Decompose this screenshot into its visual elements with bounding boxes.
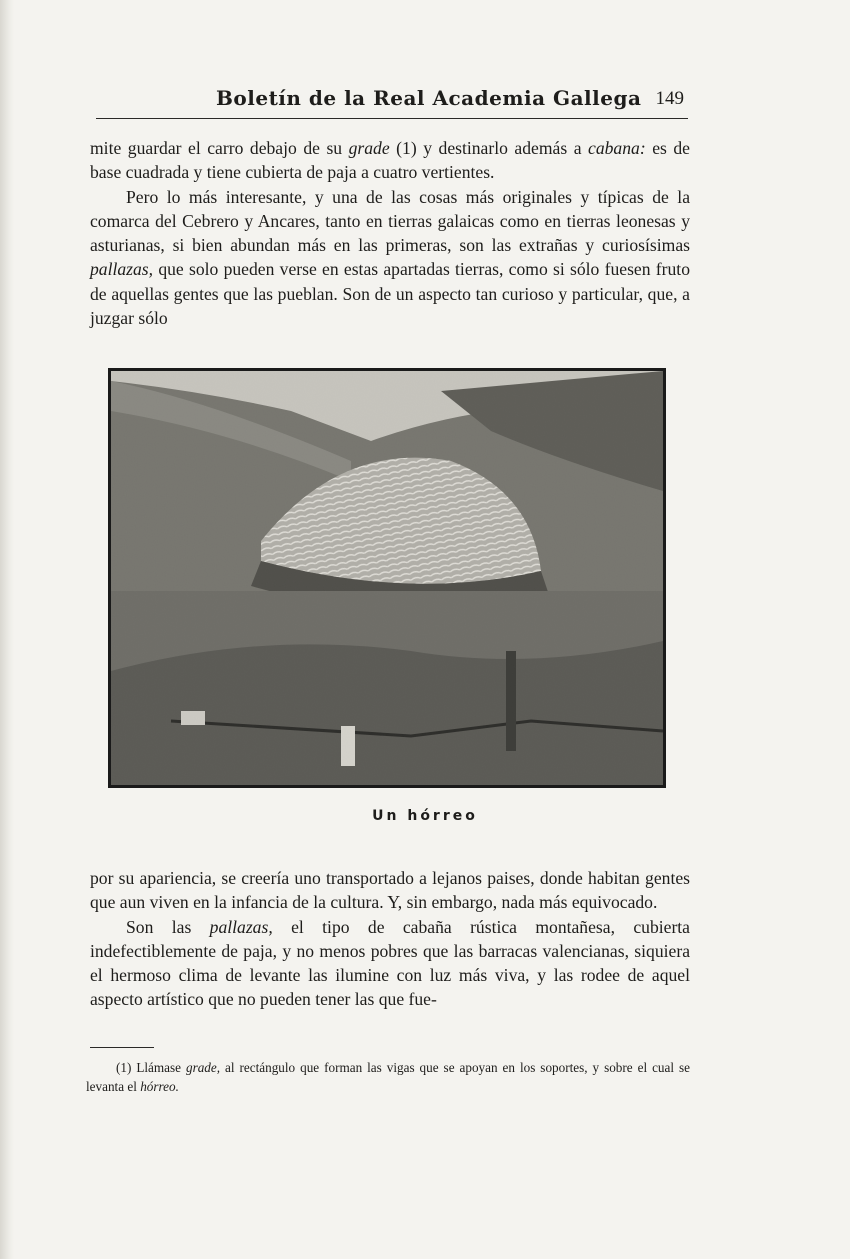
text-run: es de base cuadrada y tiene cubierta de paja a cuatro vertientes. bbox=[90, 138, 690, 183]
text-run: Son las bbox=[126, 916, 210, 937]
paragraph bbox=[90, 136, 690, 185]
body-text-top bbox=[90, 136, 690, 330]
footnote-text bbox=[86, 1058, 690, 1096]
page-binding-edge bbox=[0, 0, 14, 1259]
italic-term: hórreo. bbox=[140, 1079, 179, 1094]
text-run: al rectángulo que forman las vigas que se apoyan en los soportes, y sobre el cual se levanta el bbox=[86, 1060, 690, 1094]
text-run: Pero lo más interesante, y una de las cosas más originales y típicas de la comarca del Cebrero y Ancares, tanto en tierras galaicas como en tierras leonesas y asturianas, si bien abundan más en las primeras, son las extrañas y curiosísimas bbox=[90, 186, 690, 256]
italic-term: grade, bbox=[185, 1060, 221, 1075]
text-run: (1) y destinarlo además a bbox=[389, 138, 589, 158]
journal-title: Boletín de la Real Academia Gallega bbox=[216, 86, 642, 110]
figure-caption: Un hórreo bbox=[372, 808, 478, 824]
italic-term: grade bbox=[348, 138, 390, 158]
italic-term: pallazas, bbox=[209, 916, 273, 937]
running-header bbox=[96, 84, 688, 119]
italic-term: pallazas, bbox=[90, 259, 154, 280]
figure-photo bbox=[108, 368, 666, 788]
footnote-rule bbox=[90, 1047, 154, 1048]
text-run: mite guardar el carro debajo de su bbox=[90, 138, 349, 158]
text-run: que solo pueden verse en estas apartadas tierras, como si sólo fuesen fruto de aquellas gentes que las pueblan. Son de un aspecto tan curioso y particular, que, a juzgar sólo bbox=[90, 259, 690, 329]
body-text-bottom bbox=[90, 866, 690, 1012]
paragraph bbox=[90, 915, 690, 1012]
italic-term: cabana: bbox=[588, 138, 646, 158]
text-run: (1) Llámase bbox=[116, 1060, 186, 1075]
paragraph bbox=[90, 185, 690, 331]
text-run: el tipo de cabaña rústica montañesa, cubierta indefectiblemente de paja, y no menos pobres que las barracas valencianas, siquiera el hermoso clima de levante las ilumine con luz más viva, y las rodee de aquel aspecto artístico que no pueden tener las que fue- bbox=[90, 916, 690, 1010]
photo-thatched-pallaza-icon bbox=[111, 371, 663, 785]
page-number: 149 bbox=[655, 88, 684, 109]
paragraph: por su apariencia, se creería uno transportado a lejanos paises, donde habitan gentes que aun viven en la infancia de la cultura. Y, sin embargo, nada más equivocado. bbox=[90, 868, 690, 913]
footnote bbox=[86, 1058, 690, 1096]
